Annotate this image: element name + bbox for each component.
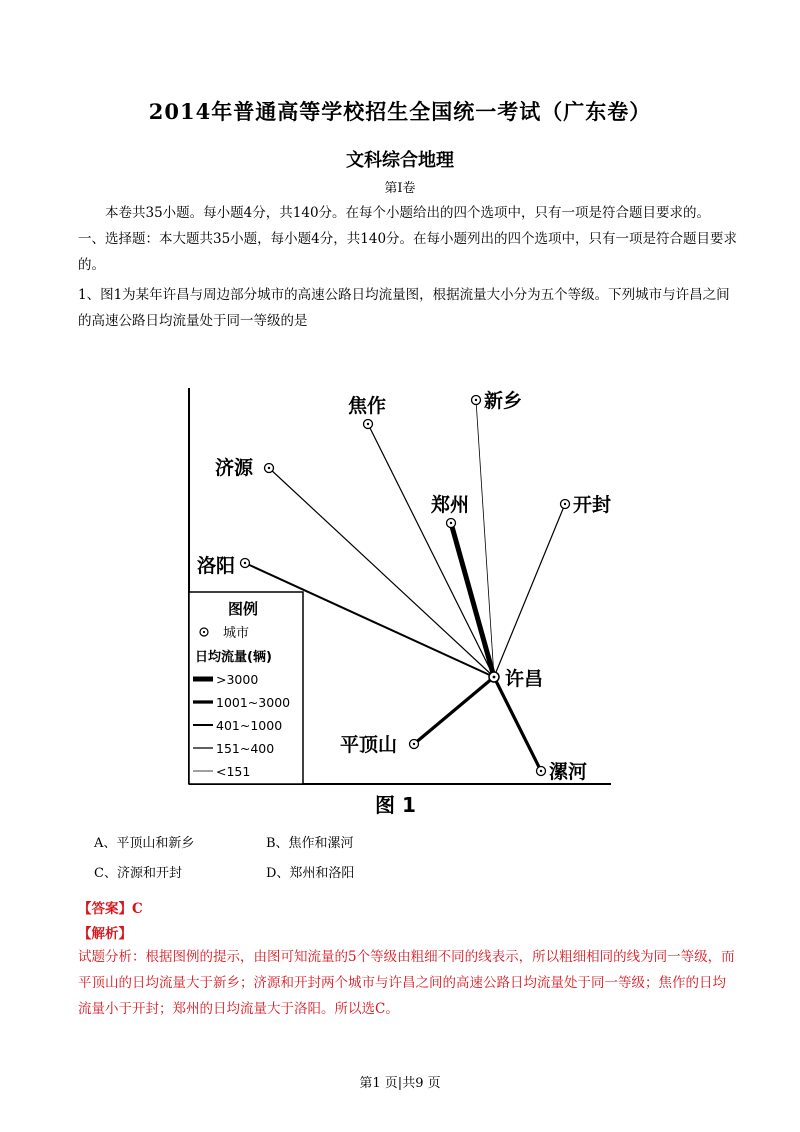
- city-label-jiyuan: 济源: [215, 457, 254, 479]
- city-marker-jiyuan: [265, 464, 274, 473]
- option-b[interactable]: B、焦作和漯河: [266, 836, 354, 851]
- answer-label: 【答案】C: [78, 901, 143, 917]
- intro-paragraph: 本卷共35小题。每小题4分，共140分。在每个小题给出的四个选项中，只有一项是符合题目要求的。: [105, 205, 711, 221]
- city-marker-luohe: [537, 767, 546, 776]
- city-label-zhengzhou: 郑州: [431, 494, 470, 516]
- figure-traffic-map: [183, 380, 613, 815]
- city-marker-pingdingshan: [410, 740, 419, 749]
- route-zhengzhou: [451, 523, 494, 677]
- page-footer: 第1 页|共9 页: [359, 1076, 441, 1091]
- city-marker-xuchang: [489, 672, 499, 682]
- analysis-text: 试题分析：根据图例的提示，由图可知流量的5个等级由粗细不同的线表示，所以粗细相同的线为同一等级，而平顶山的日均流量大于新乡；济源和开封两个城市与许昌之间的高速公路日均流量处于同一等级；焦作的日均流量小于开封；郑州的日均流量大于洛阳。所以选C。: [78, 949, 735, 1017]
- city-marker-xinxiang: [472, 396, 481, 405]
- legend-item-4: 151~400: [216, 741, 275, 756]
- city-marker-kaifeng: [561, 500, 570, 509]
- city-marker-luoyang: [241, 559, 250, 568]
- legend-city-label: 城市: [223, 626, 250, 641]
- option-c[interactable]: C、济源和开封: [94, 866, 182, 881]
- legend-title: 图例: [228, 600, 259, 618]
- city-marker-jiaozuo: [364, 420, 373, 429]
- legend-item-2: 1001~3000: [216, 695, 291, 710]
- city-label-luoyang: 洛阳: [197, 555, 236, 577]
- legend-item-3: 401~1000: [216, 718, 283, 733]
- route-xinxiang: [476, 400, 494, 677]
- city-label-xinxiang: 新乡: [484, 390, 523, 412]
- city-label-jiaozuo: 焦作: [348, 395, 387, 417]
- section-instructions: 一、选择题：本大题共35小题，每小题4分，共140分。在每小题列出的四个选项中，只有一项是符合题目要求的。: [78, 231, 738, 273]
- legend-item-5: <151: [216, 764, 251, 779]
- option-d[interactable]: D、郑州和洛阳: [266, 866, 355, 881]
- city-marker-zhengzhou: [447, 519, 456, 528]
- legend-item-1: >3000: [216, 672, 259, 687]
- options-row-2: [94, 862, 438, 881]
- question-stem: 1、图1为某年许昌与周边部分城市的高速公路日均流量图，根据流量大小分为五个等级。下列城市与许昌之间的高速公路日均流量处于同一等级的是: [78, 287, 730, 329]
- page-title: 2014年普通高等学校招生全国统一考试（广东卷）: [148, 99, 652, 124]
- city-label-kaifeng: 开封: [573, 494, 612, 516]
- route-pingdingshan: [414, 677, 494, 744]
- figure-caption: 图 1: [375, 793, 416, 815]
- legend-flow-title: 日均流量(辆): [195, 650, 272, 665]
- city-label-pingdingshan: 平顶山: [340, 734, 398, 756]
- page-subtitle: 文科综合地理: [346, 150, 454, 171]
- option-a[interactable]: A、平顶山和新乡: [94, 836, 195, 851]
- route-luohe: [494, 677, 541, 771]
- legend-city-icon: [200, 628, 208, 636]
- city-label-xuchang: 许昌: [505, 668, 544, 690]
- route-kaifeng: [494, 504, 565, 677]
- route-jiaozuo: [368, 424, 494, 677]
- options-row-1: [94, 832, 438, 851]
- analysis-heading: 【解析】: [78, 926, 132, 942]
- city-label-luohe: 漯河: [549, 761, 588, 783]
- section-label: 第Ⅰ卷: [384, 181, 416, 196]
